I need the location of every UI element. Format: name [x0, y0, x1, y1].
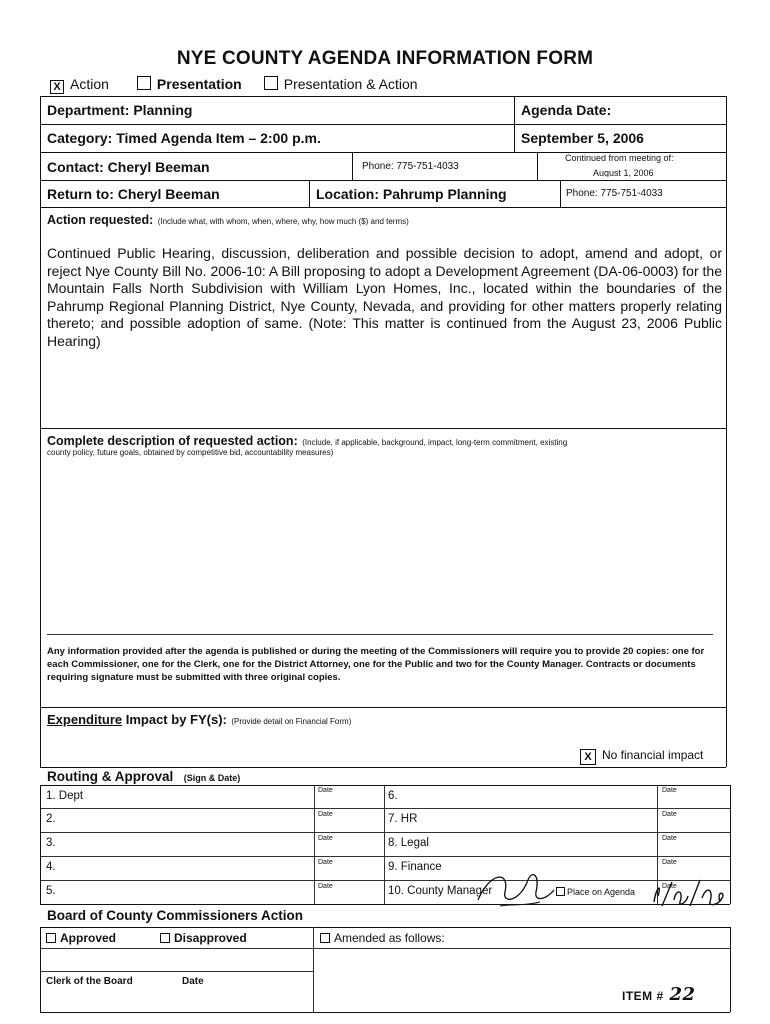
option-presentation[interactable] — [137, 76, 242, 94]
disapproved-checkbox[interactable] — [160, 933, 170, 943]
routing-date-label-3: Date — [318, 835, 333, 842]
disapproved-option[interactable] — [160, 931, 247, 945]
expenditure-label-rest: Impact by FY(s): — [122, 712, 227, 727]
no-financial-impact-label: No financial impact — [602, 748, 704, 762]
location-phone: Phone: 775-751-4033 — [566, 188, 663, 199]
option-presentation-label: Presentation — [156, 76, 242, 92]
action-requested-text: Continued Public Hearing, discussion, deliberation and possible decision to adopt, amend and adopt, or reject Nye County Bill No. 2006-10: A Bill proposing to adopt a Development Agreement (DA-06-0003) for the Mountain Falls North Subdivision with William Lyon Homes, Inc., located within the boundaries of the Pahrump Regional Planning District, Nye County, Nevada, and providing for other matters properly relating thereto; and possible adoption of same. (Note: This matter is continued from the August 23, 2006 Public Hearing) — [47, 245, 722, 349]
expenditure-hint: (Provide detail on Financial Form) — [231, 717, 352, 726]
category-field: Category: Timed Agenda Item – 2:00 p.m. — [47, 130, 321, 146]
action-requested-heading — [47, 211, 409, 229]
action-requested-label: Action requested: — [47, 213, 154, 227]
routing-row-6: 6. — [388, 790, 398, 802]
agenda-date-label: Agenda Date: — [521, 102, 612, 118]
checkbox-presentation-action[interactable] — [264, 76, 278, 90]
routing-row-1: 1. Dept — [46, 790, 84, 802]
continued-from-date: August 1, 2006 — [593, 168, 654, 177]
routing-date-label-2: Date — [318, 811, 333, 818]
description-label: Complete description of requested action: — [47, 434, 298, 448]
agenda-date-value: September 5, 2006 — [521, 130, 644, 146]
no-financial-impact[interactable] — [580, 748, 703, 765]
routing-row-5: 5. — [46, 885, 56, 897]
clerk-of-board-label: Clerk of the Board — [46, 976, 133, 987]
contact-field: Contact: Cheryl Beeman — [47, 159, 210, 175]
return-to-field: Return to: Cheryl Beeman — [47, 186, 220, 202]
description-hint-1: (Include, if applicable, background, impact, long-term commitment, existing — [302, 438, 568, 447]
checkbox-action[interactable]: X — [50, 80, 64, 94]
place-on-agenda-label: Place on Agenda — [567, 887, 636, 897]
routing-row-3: 3. — [46, 837, 56, 849]
board-title: Board of County Commissioners Action — [47, 908, 304, 923]
routing-hint: (Sign & Date) — [183, 773, 241, 783]
county-manager-handwritten-date — [650, 876, 730, 910]
routing-row-10: 10. County Manager — [388, 885, 493, 897]
routing-row-7: 7. HR — [388, 813, 418, 825]
item-number-label: ITEM # — [622, 989, 664, 1003]
approved-label: Approved — [60, 931, 117, 945]
routing-date-label-9: Date — [662, 859, 677, 866]
county-manager-signature — [470, 862, 560, 912]
amended-option[interactable] — [320, 931, 445, 945]
amended-checkbox[interactable] — [320, 933, 330, 943]
approved-option[interactable] — [46, 931, 116, 945]
place-on-agenda[interactable] — [556, 887, 635, 897]
department-field: Department: Planning — [47, 102, 193, 118]
routing-date-label-5: Date — [318, 883, 333, 890]
action-requested-hint: (Include what, with whom, when, where, why, how much ($) and terms) — [157, 217, 409, 226]
description-hint-2: county policy, future goals, obtained by competitive bid, accountability measures) — [47, 448, 334, 457]
routing-row-2: 2. — [46, 813, 56, 825]
form-type-options — [50, 76, 440, 94]
location-field: Location: Pahrump Planning — [316, 186, 507, 202]
routing-date-label-7: Date — [662, 811, 677, 818]
routing-date-label-1: Date — [318, 787, 333, 794]
contact-phone: Phone: 775-751-4033 — [362, 161, 459, 172]
routing-date-label-8: Date — [662, 835, 677, 842]
expenditure-label-underlined: Expenditure — [47, 712, 123, 727]
routing-date-label-6: Date — [662, 787, 677, 794]
routing-row-9: 9. Finance — [388, 861, 442, 873]
disapproved-label: Disapproved — [174, 931, 247, 945]
option-action[interactable] — [50, 76, 109, 94]
item-number — [622, 984, 696, 1005]
option-action-label: Action — [70, 76, 109, 92]
item-number-value: 22 — [669, 984, 696, 1005]
no-financial-impact-checkbox[interactable]: X — [580, 749, 596, 765]
continued-from-label: Continued from meeting of: — [565, 153, 674, 163]
clerk-date-label: Date — [182, 976, 204, 987]
routing-row-8: 8. Legal — [388, 837, 429, 849]
approved-checkbox[interactable] — [46, 933, 56, 943]
expenditure-heading — [47, 711, 351, 729]
routing-row-4: 4. — [46, 861, 56, 873]
option-presentation-action[interactable] — [264, 76, 418, 94]
copies-notice: Any information provided after the agenda is published or during the meeting of the Commissioners will require you to provide 20 copies: one for each Commissioner, one for the Clerk, one for the District Attorney, one for the Public and two for the County Manager. Contracts or documents requiring signature must be submitted with three original copies. — [47, 646, 705, 683]
option-presentation-action-label: Presentation & Action — [283, 76, 418, 92]
routing-title: Routing & Approval — [47, 769, 174, 784]
routing-date-label-4: Date — [318, 859, 333, 866]
routing-date-label-10: Date — [662, 883, 677, 890]
amended-label: Amended as follows: — [334, 931, 445, 945]
checkbox-presentation[interactable] — [137, 76, 151, 90]
form-title: NYE COUNTY AGENDA INFORMATION FORM — [176, 48, 594, 69]
routing-heading — [47, 768, 240, 786]
